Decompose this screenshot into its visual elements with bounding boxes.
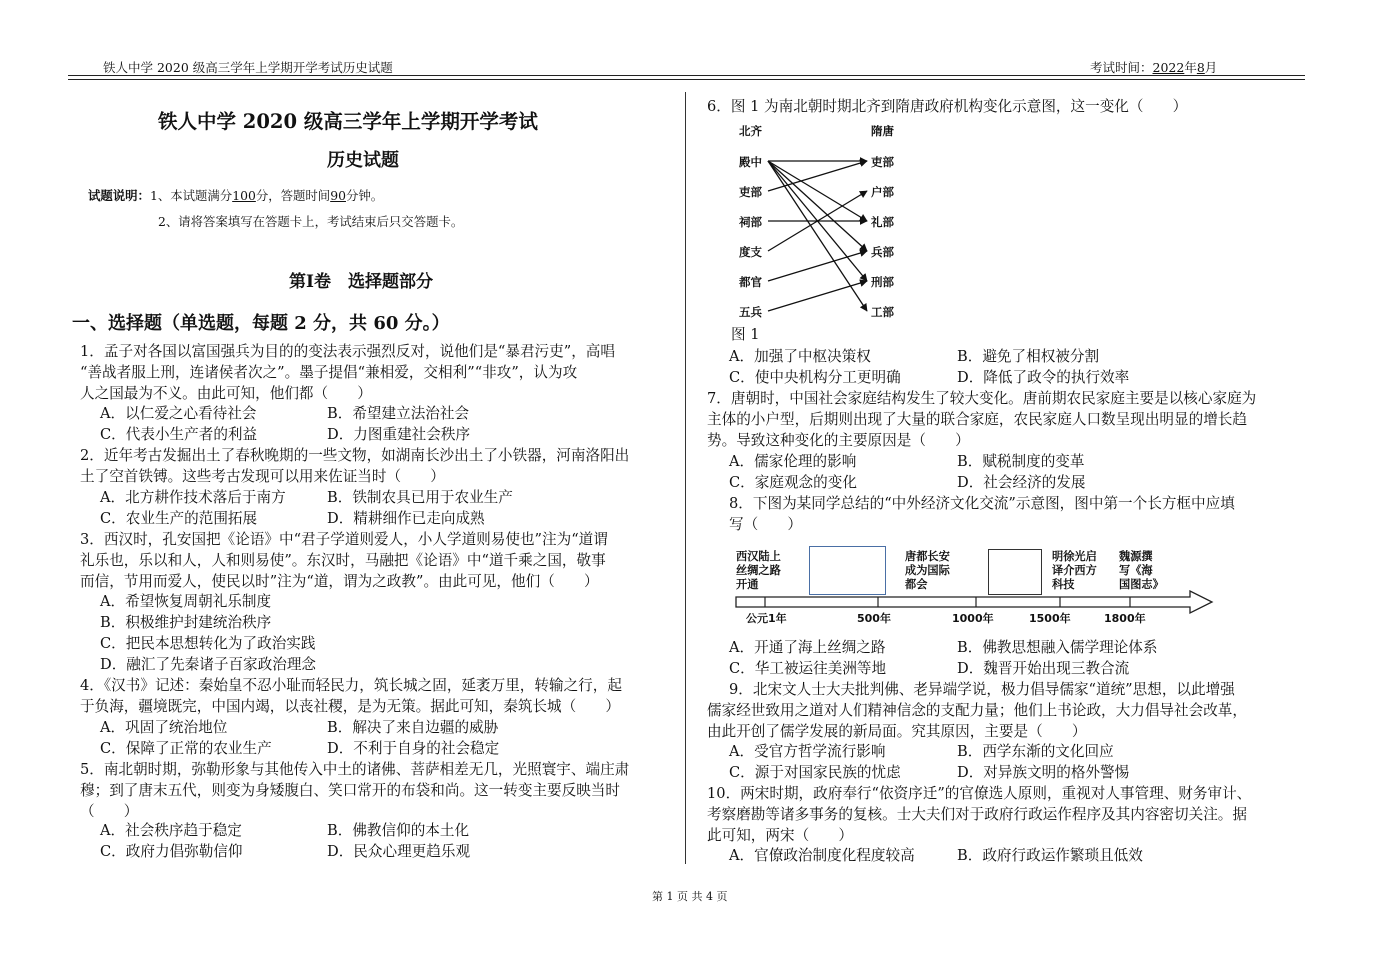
question-4: 4．《汉书》记述：秦始皇不忍小耻而轻民力，筑长城之固，延袤万里，转输之行，起 于负海，疆境既完，中国内竭，以丧社稷，是为无策。据此可知，秦筑长城（ ）: [80, 677, 622, 716]
q8-option-A: A．开通了海上丝绸之路: [729, 639, 886, 656]
fig1-arrow: [768, 161, 867, 221]
q1-option-B: B．希望建立法治社会: [327, 405, 470, 422]
q3-option-A: A．希望恢复周朝礼乐制度: [100, 593, 272, 610]
exam-year: 2022: [1152, 60, 1185, 75]
q3-option-C: C．把民本思想转化为了政治实践: [100, 635, 316, 652]
question-10: 10．两宋时期，政府奉行“依资序迁”的官僚选人原则，重视对人事管理、财务审计、 考察磨勘等诸多事务的复核。士大夫们对于政府行政运作程序及其内容密切关注。据 此可知，两宋（ ）: [707, 785, 1252, 845]
question-5: 5．南北朝时期，弥勒形象与其他传入中土的诸佛、菩萨相差无几，光照寰宇、端庄肃 穆；到了唐末五代，则变为身矮腹白、笑口常开的布袋和尚。这一转变主要反映当时 （ ）: [80, 761, 630, 821]
q5-option-D: D．民众心理更趋乐观: [327, 843, 471, 860]
fig1-right-item: 兵部: [871, 245, 894, 259]
question-3: 3．西汉时，孔安国把《论语》中“君子学道则爱人，小人学道则易使也”注为“道谓 礼乐也，乐以和人，人和则易使”。东汉时，马融把《论语》中“道千乘之国，敬事 而信，节用而爱人，使民以时”注为“道，谓为之政教”。由此可见，他们（ ）: [80, 531, 608, 591]
q2-option-B: B．铁制农具已用于农业生产: [327, 489, 513, 506]
q1-option-C: C．代表小生产者的利益: [100, 426, 258, 443]
header-left: 铁人中学 2020 级高三学年上学期开学考试历史试题: [103, 60, 393, 75]
q10-option-A: A．官僚政治制度化程度较高: [729, 847, 915, 864]
q7-option-A: A．儒家伦理的影响: [729, 453, 857, 470]
q2-option-A: A．北方耕作技术落后于南方: [100, 489, 286, 506]
q9-option-D: D．对异族文明的格外警惕: [957, 764, 1130, 781]
instruction-line-1: 试题说明：1、本试题满分100分，答题时间90分钟。: [88, 188, 384, 203]
q1-option-A: A．以仁爱之心看待社会: [100, 405, 257, 422]
timeline-tick: 1500年: [1029, 612, 1071, 625]
fig1-left-item: 祠部: [739, 215, 762, 229]
q4-option-C: C．保障了正常的农业生产: [100, 740, 272, 757]
q4-option-B: B．解决了来自边疆的威胁: [327, 719, 499, 736]
header-rule-2: [68, 79, 1305, 80]
q6-option-C: C．使中央机构分工更明确: [729, 369, 901, 386]
fig1-left-item: 度支: [739, 245, 762, 259]
q7-option-D: D．社会经济的发展: [957, 474, 1086, 491]
q2-option-D: D．精耕细作已走向成熟: [327, 510, 485, 527]
q3-option-B: B．积极维护封建统治秩序: [100, 614, 272, 631]
q5-option-B: B．佛教信仰的本土化: [327, 822, 470, 839]
q2-option-C: C．农业生产的范围拓展: [100, 510, 258, 527]
fig1-right-item: 礼部: [871, 215, 894, 229]
timeline-event: 魏源撰 写《海 国图志》: [1119, 550, 1164, 591]
instruction-line-2: 2、请将答案填写在答题卡上，考试结束后只交答题卡。: [158, 214, 464, 229]
section-title: 一、选择题（单选题，每题 2 分，共 60 分。）: [72, 313, 450, 334]
timeline-event: 唐都长安 成为国际 都会: [905, 550, 950, 591]
question-8: 8．下图为某同学总结的“中外经济文化交流”示意图，图中第一个长方框中应填 写（ ）: [729, 495, 1235, 534]
q7-option-B: B．赋税制度的变革: [957, 453, 1085, 470]
q6-option-B: B．避免了相权被分割: [957, 348, 1100, 365]
fig1-right-header: 隋唐: [871, 124, 894, 138]
q6-option-D: D．降低了政令的执行效率: [957, 369, 1130, 386]
exam-subtitle: 历史试题: [327, 150, 399, 171]
timeline-blank-box-1: [809, 546, 886, 595]
fig1-right-item: 刑部: [871, 275, 894, 289]
fig1-right-item: 户部: [871, 185, 894, 199]
fig1-arrow: [768, 161, 867, 251]
q9-option-A: A．受官方哲学流行影响: [729, 743, 886, 760]
q5-option-C: C．政府力倡弥勒信仰: [100, 843, 243, 860]
q8-option-D: D．魏晋开始出现三教合流: [957, 660, 1130, 677]
fig1-arrow: [768, 281, 867, 311]
exam-month: 8: [1196, 60, 1205, 75]
header-right: 考试时间：2022年8月: [1090, 60, 1218, 75]
fig1-right-item: 吏部: [871, 155, 894, 169]
question-9: 9．北宋文人士大夫批判佛、老异端学说，极力倡导儒家“道统”思想，以此增强 儒家经世致用之道对人们精神信念的支配力量；他们上书论政，大力倡导社会改革， 由此开创了儒学发展的新局面。究其原因，主要是（ ）: [707, 681, 1247, 741]
timeline-tick: 公元1年: [746, 612, 787, 625]
fig1-left-header: 北齐: [739, 124, 762, 138]
page-number: 第 1 页 共 4 页: [652, 890, 728, 903]
timeline-tick: 1800年: [1104, 612, 1146, 625]
q4-option-A: A．巩固了统治地位: [100, 719, 228, 736]
question-1: 1．孟子对各国以富国强兵为目的的变法表示强烈反对，说他们是“暴君污吏”，高唱 “善战者服上刑，连诸侯者次之”。墨子提倡“兼相爱，交相利”“非攻”，认为攻 人之国最为不义。由此可知，他们都（ ）: [80, 343, 615, 403]
column-divider: [685, 92, 686, 864]
fig1-caption: 图 1: [731, 326, 760, 343]
fig1-arrow: [768, 161, 867, 311]
q4-option-D: D．不利于自身的社会稳定: [327, 740, 500, 757]
q5-option-A: A．社会秩序趋于稳定: [100, 822, 242, 839]
fig1-arrows: [760, 145, 880, 325]
q10-option-B: B．政府行政运作繁琐且低效: [957, 847, 1143, 864]
fig1-arrow: [768, 251, 867, 281]
fig1-left-item: 五兵: [739, 305, 762, 319]
question-6: 6．图 1 为南北朝时期北齐到隋唐政府机构变化示意图，这一变化（ ）: [707, 98, 1188, 115]
fig1-left-item: 都官: [739, 275, 762, 289]
fig1-arrow: [768, 161, 867, 191]
q3-option-D: D．融汇了先秦诸子百家政治理念: [100, 656, 317, 673]
timeline-event: 明徐光启 译介西方 科技: [1052, 550, 1097, 591]
q9-option-B: B．西学东渐的文化回应: [957, 743, 1114, 760]
question-2: 2．近年考古发掘出土了春秋晚期的一些文物，如湖南长沙出土了小铁器，河南洛阳出 土了空首铁镈。这些考古发现可以用来佐证当时（ ）: [80, 447, 630, 486]
q1-option-D: D．力图重建社会秩序: [327, 426, 471, 443]
fig1-left-item: 殿中: [739, 155, 762, 169]
q8-option-C: C．华工被运往美洲等地: [729, 660, 887, 677]
exam-time-label: 考试时间：: [1090, 60, 1153, 75]
header-rule: [68, 75, 1305, 76]
timeline-tick: 500年: [857, 612, 891, 625]
volume-title: 第Ⅰ卷 选择题部分: [289, 272, 433, 292]
timeline-tick: 1000年: [952, 612, 994, 625]
fig1-right-item: 工部: [871, 305, 894, 319]
timeline-event: 西汉陆上 丝绸之路 开通: [736, 550, 781, 591]
q7-option-C: C．家庭观念的变化: [729, 474, 857, 491]
q9-option-C: C．源于对国家民族的忧虑: [729, 764, 901, 781]
q8-option-B: B．佛教思想融入儒学理论体系: [957, 639, 1158, 656]
q6-option-A: A．加强了中枢决策权: [729, 348, 871, 365]
timeline-blank-box-2: [988, 549, 1042, 595]
fig1-left-item: 吏部: [739, 185, 762, 199]
question-7: 7．唐朝时，中国社会家庭结构发生了较大变化。唐前期农民家庭主要是以核心家庭为 主体的小户型，后期则出现了大量的联合家庭，农民家庭人口数呈现出明显的增长趋 势。导致这种变化的主要原因是（ ）: [707, 390, 1257, 450]
exam-title: 铁人中学 2020 级高三学年上学期开学考试: [158, 110, 538, 133]
